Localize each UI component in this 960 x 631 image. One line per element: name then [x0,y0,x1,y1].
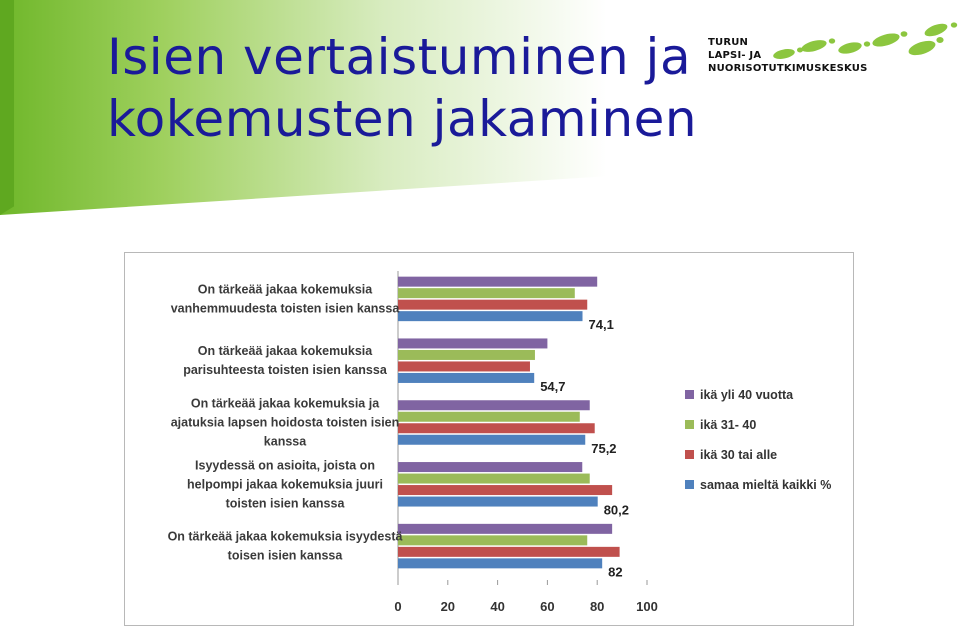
category-label-line: On tärkeää jakaa kokemuksia [197,344,373,359]
legend-entry: ikä 31- 40 [700,418,757,432]
x-tick-label: 60 [540,599,555,614]
bar-4-0 [398,524,612,534]
data-label: 80,2 [603,502,630,518]
x-tick-label: 0 [394,599,402,614]
bar-chart [125,253,855,627]
banner-accent [0,0,14,215]
bar-4-3 [398,558,602,568]
bar-1-1 [398,350,535,360]
legend-swatch [685,450,694,459]
bar-4-1 [398,535,587,545]
bar-3-2 [398,485,612,495]
bar-3-3 [398,497,598,507]
category-label-line: toisten isien kanssa [225,496,345,511]
category-label-line: On tärkeää jakaa kokemuksia isyydestä [167,529,403,544]
footprints-logo-icon [770,18,960,70]
category-label-line: ajatuksia lapsen hoidosta toisten isien [170,415,400,430]
bar-2-0 [398,400,590,410]
category-label-line: Isyydessä on asioita, joista on [195,458,375,473]
category-label-line: On tärkeää jakaa kokemuksia ja [190,396,380,411]
logo-line3: NUORISOTUTKIMUSKESKUS [708,63,868,74]
data-label: 82 [608,564,623,580]
category-label [183,344,388,377]
legend-entry: samaa mieltä kaikki % [700,478,832,492]
bar-2-3 [398,435,585,445]
legend-swatch [685,390,694,399]
category-label [171,282,401,315]
category-label-line: toisen isien kanssa [227,548,343,563]
legend-entry: ikä yli 40 vuotta [700,388,794,402]
legend-swatch [685,420,694,429]
bar-2-2 [398,423,595,433]
bar-4-2 [398,547,620,557]
x-tick-label: 100 [636,599,658,614]
data-label: 74,1 [588,317,614,333]
x-tick-label: 20 [440,599,456,614]
chart-frame [124,252,854,626]
slide-title [107,26,697,150]
legend-swatch [685,480,694,489]
data-label: 54,7 [540,378,566,394]
x-tick-label: 80 [589,599,605,614]
bar-1-2 [398,361,530,371]
category-label-line: vanhemmuudesta toisten isien kanssa [170,301,400,316]
category-label-line: helpompi jakaa kokemuksia juuri [187,477,383,492]
x-tick-label: 40 [490,599,505,614]
bar-0-2 [398,300,587,310]
bar-1-3 [398,373,534,383]
logo-line2: LAPSI- JA [708,50,762,61]
legend-entry: ikä 30 tai alle [700,448,778,462]
category-label [168,530,403,563]
category-label-line: kanssa [263,434,307,449]
bar-0-3 [398,311,583,321]
bar-3-0 [398,462,582,472]
category-label [187,458,383,510]
data-label: 75,2 [591,440,617,456]
bar-0-1 [398,288,575,298]
category-label-line: On tärkeää jakaa kokemuksia [197,282,373,297]
bar-2-1 [398,412,580,422]
category-label [171,397,400,449]
bar-0-0 [398,277,597,287]
logo-line1: TURUN [708,37,749,48]
slide-title-line2: kokemusten jakaminen [107,90,698,148]
category-label-line: parisuhteesta toisten isien kanssa [183,363,387,378]
bar-3-1 [398,474,590,484]
slide-title-line1: Isien vertaistuminen ja [107,28,692,86]
bar-1-0 [398,338,547,348]
